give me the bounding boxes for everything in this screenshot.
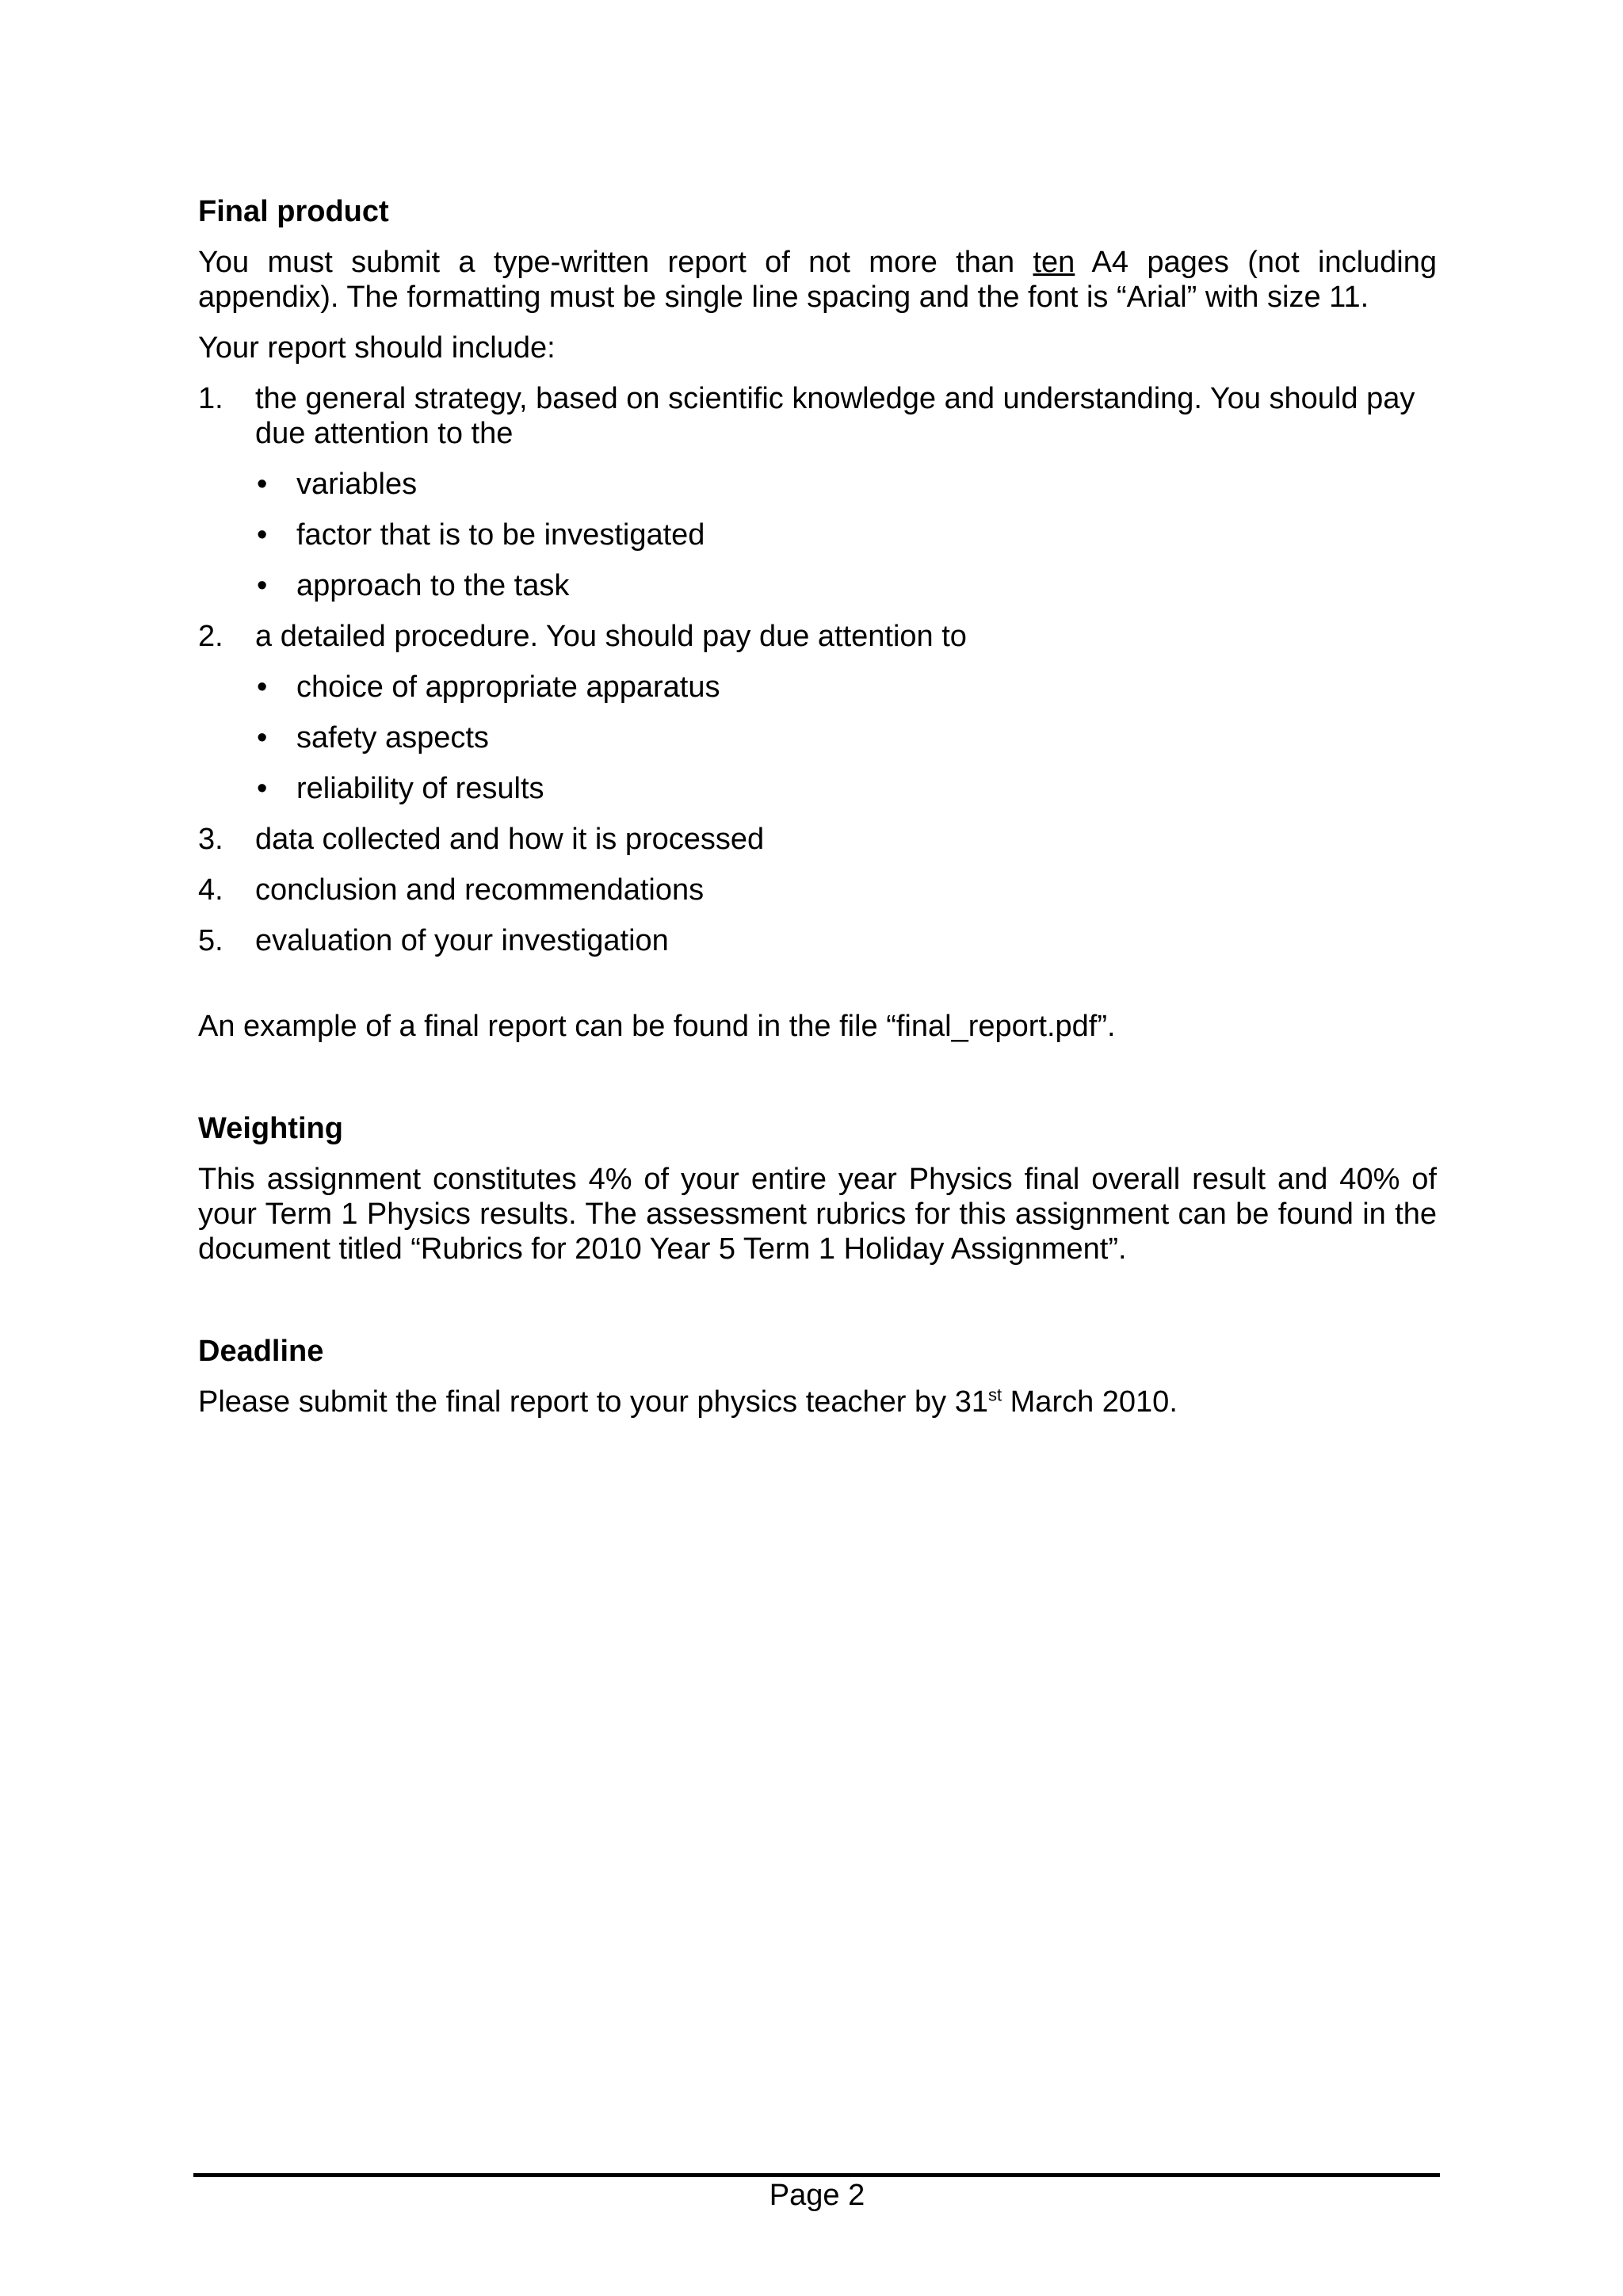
sub-list-item-text: reliability of results: [296, 772, 544, 805]
list-item: [198, 923, 1437, 958]
list-number: 4.: [198, 873, 223, 907]
deadline-text-after: March 2010.: [1002, 1385, 1178, 1419]
list-number: 3.: [198, 823, 223, 856]
list-number: 5.: [198, 924, 223, 957]
sub-list-item: [255, 670, 1437, 705]
page-number: Page 2: [769, 2179, 865, 2212]
sub-list-item-text: variables: [296, 468, 418, 501]
page-limit-underlined: ten: [1033, 246, 1075, 279]
bullet-icon: •: [257, 569, 268, 602]
list-item: [198, 873, 1437, 907]
list-item: [198, 619, 1437, 806]
report-contents-list: [198, 381, 1437, 958]
list-item-text: the general strategy, based on scientific knowledge and understanding. You should pay due attention to the: [255, 382, 1415, 450]
report-intro: Your report should include:: [198, 331, 556, 365]
final-product-text-after: A4 pages (not including appendix). The formatting must be single line spacing and the font is “Arial” with size 11.: [198, 246, 1438, 314]
bullet-icon: •: [257, 468, 268, 501]
sub-list: [255, 670, 1437, 806]
list-item: [198, 822, 1437, 857]
sub-list: [255, 467, 1437, 603]
sub-list-item: [255, 568, 1437, 603]
deadline-heading: Deadline: [198, 1335, 324, 1368]
final-product-paragraph: [198, 245, 1437, 315]
final-product-heading: Final product: [198, 195, 389, 228]
weighting-paragraph: This assignment constitutes 4% of your entire year Physics final overall result and 40% of your Term 1 Physics results. The assessment rubrics for this assignment can be found in the document titled “Rubrics for 2010 Year 5 Term 1 Holiday Assignment”.: [198, 1163, 1437, 1266]
date-ordinal-suffix: st: [987, 1385, 1002, 1405]
bullet-icon: •: [257, 772, 268, 805]
sub-list-item: [255, 771, 1437, 806]
sub-list-item: [255, 518, 1437, 552]
weighting-heading: Weighting: [198, 1112, 343, 1145]
sub-list-item: [255, 720, 1437, 755]
list-number: 2.: [198, 620, 223, 653]
example-report-note: An example of a final report can be found in the file “final_report.pdf”.: [198, 1010, 1116, 1043]
list-item: [198, 381, 1437, 603]
sub-list-item-text: factor that is to be investigated: [296, 518, 705, 552]
sub-list-item: [255, 467, 1437, 502]
list-item-text: evaluation of your investigation: [255, 924, 669, 957]
page-content: [198, 194, 1437, 1435]
footer-divider: [193, 2173, 1440, 2177]
sub-list-item-text: safety aspects: [296, 721, 489, 755]
bullet-icon: •: [257, 670, 268, 704]
deadline-text-before: Please submit the final report to your physics teacher by 31: [198, 1385, 988, 1419]
final-product-text-before: You must submit a type-written report of not more than: [198, 246, 1015, 279]
bullet-icon: •: [257, 518, 268, 552]
list-item-text: data collected and how it is processed: [255, 823, 765, 856]
deadline-paragraph: [198, 1385, 1437, 1419]
list-number: 1.: [198, 382, 223, 415]
sub-list-item-text: approach to the task: [296, 569, 570, 602]
bullet-icon: •: [257, 721, 268, 755]
list-item-text: conclusion and recommendations: [255, 873, 705, 907]
list-item-text: a detailed procedure. You should pay due attention to: [255, 620, 967, 653]
sub-list-item-text: choice of appropriate apparatus: [296, 670, 720, 704]
